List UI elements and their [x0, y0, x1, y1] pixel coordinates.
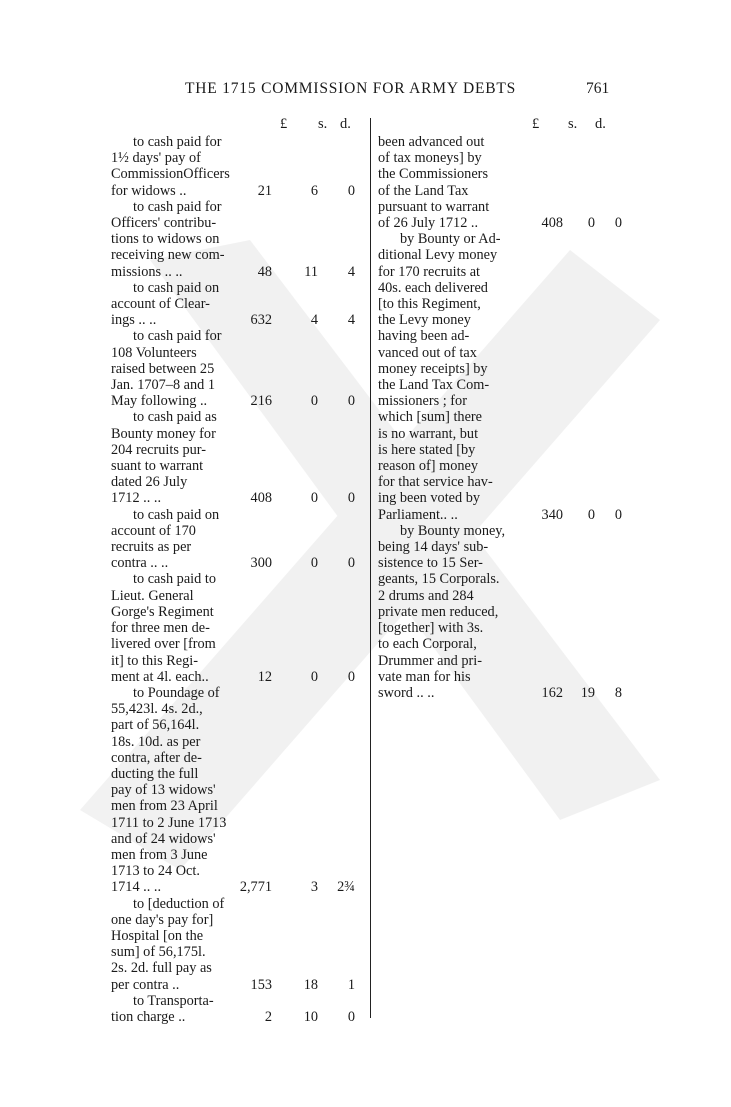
running-title: THE 1715 COMMISSION FOR ARMY DEBTS [185, 80, 517, 97]
amount-shillings: 18 [303, 976, 318, 993]
entry-line: of the Land Tax [378, 182, 469, 199]
entry-description [378, 231, 622, 523]
entry-line: is no warrant, but [378, 425, 479, 442]
entry-line: 204 recruits pur- [111, 441, 206, 458]
entry-line: Officers' contribu- [111, 215, 217, 232]
entry-line: pay of 13 widows' [111, 782, 216, 799]
page-number: 761 [586, 80, 610, 97]
ledger-entry [111, 328, 361, 409]
amount-shillings: 0 [310, 668, 318, 685]
entry-line: sistence to 15 Ser- [378, 555, 483, 572]
entry-description [111, 685, 361, 896]
entry-line: men from 23 April [111, 798, 218, 815]
entry-line: suant to warrant [111, 458, 204, 475]
entry-line: ings .. .. [111, 312, 157, 329]
ledger-entry [111, 896, 361, 993]
entry-line: contra .. .. [111, 555, 169, 572]
entry-line: Jan. 1707–8 and 1 [111, 377, 216, 394]
entry-line: for three men de- [111, 620, 210, 637]
ledger-entry [111, 280, 361, 329]
amount-pence: 4 [347, 263, 355, 280]
amount-pence: 2¾ [337, 879, 355, 896]
entry-line: [to this Regiment, [378, 296, 481, 313]
entry-line: pursuant to warrant [378, 198, 490, 215]
entry-line: sword .. .. [378, 684, 435, 701]
entry-line: ditional Levy money [378, 247, 498, 264]
entry-line: 55,423l. 4s. 2d., [111, 701, 203, 718]
entry-line: vanced out of tax [378, 344, 477, 361]
entry-line: to cash paid as [133, 409, 217, 426]
entry-line: per contra .. [111, 976, 180, 993]
entry-line: 1½ days' pay of [111, 150, 201, 167]
amount-pence: 0 [347, 555, 355, 572]
entry-line: of 26 July 1712 .. [378, 215, 479, 232]
amount-pounds: 48 [257, 263, 272, 280]
ledger-entry [111, 507, 361, 572]
entry-line: the Land Tax Com- [378, 377, 490, 394]
entry-line: for that service hav- [378, 474, 493, 491]
entry-line: missions .. .. [111, 263, 183, 280]
entry-line: to cash paid for [133, 198, 222, 215]
amount-shillings: 3 [310, 879, 318, 896]
entry-line: 1711 to 2 June 1713 [111, 814, 227, 831]
entry-line: geants, 15 Corporals. [378, 571, 500, 588]
entry-line: 1713 to 24 Oct. [111, 863, 200, 880]
entry-line: Gorge's Regiment [111, 603, 214, 620]
amount-pence: 0 [614, 215, 622, 232]
entry-line: and of 24 widows' [111, 830, 216, 847]
entry-line: it] to this Regi- [111, 652, 198, 669]
amount-shillings: 0 [310, 555, 318, 572]
left-shillings-header: s. [318, 116, 328, 132]
entry-line: to cash paid on [133, 279, 220, 296]
amount-pence: 4 [347, 312, 355, 329]
amount-shillings: 6 [310, 182, 318, 199]
amount-pounds: 2,771 [239, 879, 272, 896]
entry-line: money receipts] by [378, 360, 488, 377]
entry-line: been advanced out [378, 134, 485, 150]
amount-pounds: 12 [257, 668, 272, 685]
left-column [111, 134, 361, 1025]
ledger-entry [111, 199, 361, 280]
amount-pounds: 408 [541, 215, 563, 232]
entry-line: to cash paid for [133, 134, 222, 150]
amount-shillings: 0 [310, 490, 318, 507]
amount-pounds: 153 [250, 976, 272, 993]
entry-line: for 170 recruits at [378, 263, 481, 280]
entry-line: CommissionOfficers [111, 166, 230, 183]
entry-line: 1712 .. .. [111, 490, 162, 507]
amount-shillings: 4 [310, 312, 318, 329]
amount-shillings: 10 [303, 1008, 318, 1025]
amount-pence: 0 [347, 490, 355, 507]
entry-line: the Levy money [378, 312, 471, 329]
entry-line: part of 56,164l. [111, 717, 200, 734]
entry-line: to Transporta- [133, 992, 214, 1009]
amount-shillings: 0 [587, 506, 595, 523]
amount-pence: 0 [347, 182, 355, 199]
entry-line: to Poundage of [133, 684, 220, 701]
amount-pounds: 300 [250, 555, 272, 572]
amount-shillings: 0 [310, 393, 318, 410]
entry-line: one day's pay for] [111, 911, 214, 928]
entry-line: raised between 25 [111, 360, 215, 377]
entry-line: of tax moneys] by [378, 150, 482, 167]
entry-line: recruits as per [111, 539, 192, 556]
entry-line: vate man for his [378, 668, 471, 685]
entry-line: 1714 .. .. [111, 879, 162, 896]
entry-line: tion charge .. [111, 1008, 186, 1025]
amount-shillings: 11 [304, 263, 318, 280]
entry-line: 108 Volunteers [111, 344, 197, 361]
amount-shillings: 19 [580, 684, 595, 701]
amount-pence: 0 [347, 668, 355, 685]
amount-shillings: 0 [587, 215, 595, 232]
entry-line: Drummer and pri- [378, 652, 483, 669]
entry-line: account of Clear- [111, 296, 210, 313]
entry-line: for widows .. [111, 182, 187, 199]
entry-line: ing been voted by [378, 490, 481, 507]
entry-line: to cash paid to [133, 571, 216, 588]
amount-pounds: 340 [541, 506, 563, 523]
ledger-entry [111, 993, 361, 1025]
entry-description [378, 523, 622, 701]
ledger-entry [111, 409, 361, 506]
entry-line: 2s. 2d. full pay as [111, 960, 212, 977]
amount-pounds: 162 [541, 684, 563, 701]
page-header [0, 80, 731, 100]
entry-line: the Commissioners [378, 166, 489, 183]
left-pounds-header: £ [280, 116, 288, 132]
entry-line: Lieut. General [111, 587, 194, 604]
entry-line: livered over [from [111, 636, 216, 653]
ledger-entry [111, 685, 361, 896]
amount-pence: 8 [614, 684, 622, 701]
entry-line: to cash paid on [133, 506, 220, 523]
entry-line: being 14 days' sub- [378, 539, 489, 556]
amount-pounds: 21 [257, 182, 272, 199]
entry-line: tions to widows on [111, 231, 220, 248]
right-column [378, 134, 622, 701]
entry-line: to [deduction of [133, 895, 225, 912]
amount-pounds: 632 [250, 312, 272, 329]
entry-line: to cash paid for [133, 328, 222, 345]
entry-line: Hospital [on the [111, 927, 204, 944]
entry-line: May following .. [111, 393, 208, 410]
ledger-entry [111, 571, 361, 684]
ledger-entry [111, 134, 361, 199]
entry-line: dated 26 July [111, 474, 188, 491]
amount-pounds: 2 [264, 1008, 272, 1025]
entry-line: account of 170 [111, 522, 196, 539]
entry-line: receiving new com- [111, 247, 225, 264]
amount-pounds: 216 [250, 393, 272, 410]
entry-line: Bounty money for [111, 425, 216, 442]
ledger-entry [378, 523, 622, 701]
entry-line: 2 drums and 284 [378, 587, 474, 604]
entry-line: by Bounty money, [400, 522, 506, 539]
entry-line: is here stated [by [378, 441, 476, 458]
entry-line: private men reduced, [378, 603, 499, 620]
entry-line: ment at 4l. each.. [111, 668, 209, 685]
entry-line: [together] with 3s. [378, 620, 484, 637]
entry-line: sum] of 56,175l. [111, 944, 206, 961]
ledger-entry [378, 134, 622, 231]
entry-line: reason of] money [378, 458, 479, 475]
amount-pence: 0 [347, 1008, 355, 1025]
entry-line: which [sum] there [378, 409, 483, 426]
column-divider [370, 118, 371, 1018]
entry-line: men from 3 June [111, 846, 208, 863]
amount-pounds: 408 [250, 490, 272, 507]
left-pence-header: d. [340, 116, 351, 132]
entry-line: having been ad- [378, 328, 470, 345]
entry-line: by Bounty or Ad- [400, 231, 501, 248]
amount-pence: 0 [614, 506, 622, 523]
entry-line: ducting the full [111, 765, 199, 782]
right-shillings-header: s. [568, 116, 578, 132]
entry-line: Parliament.. .. [378, 506, 458, 523]
entry-line: contra, after de- [111, 749, 202, 766]
entry-line: missioners ; for [378, 393, 467, 410]
amount-pence: 0 [347, 393, 355, 410]
entry-line: to each Corporal, [378, 636, 477, 653]
right-pounds-header: £ [532, 116, 540, 132]
right-pence-header: d. [595, 116, 606, 132]
entry-line: 40s. each delivered [378, 279, 488, 296]
ledger-entry [378, 231, 622, 523]
amount-pence: 1 [347, 976, 355, 993]
entry-line: 18s. 10d. as per [111, 733, 201, 750]
